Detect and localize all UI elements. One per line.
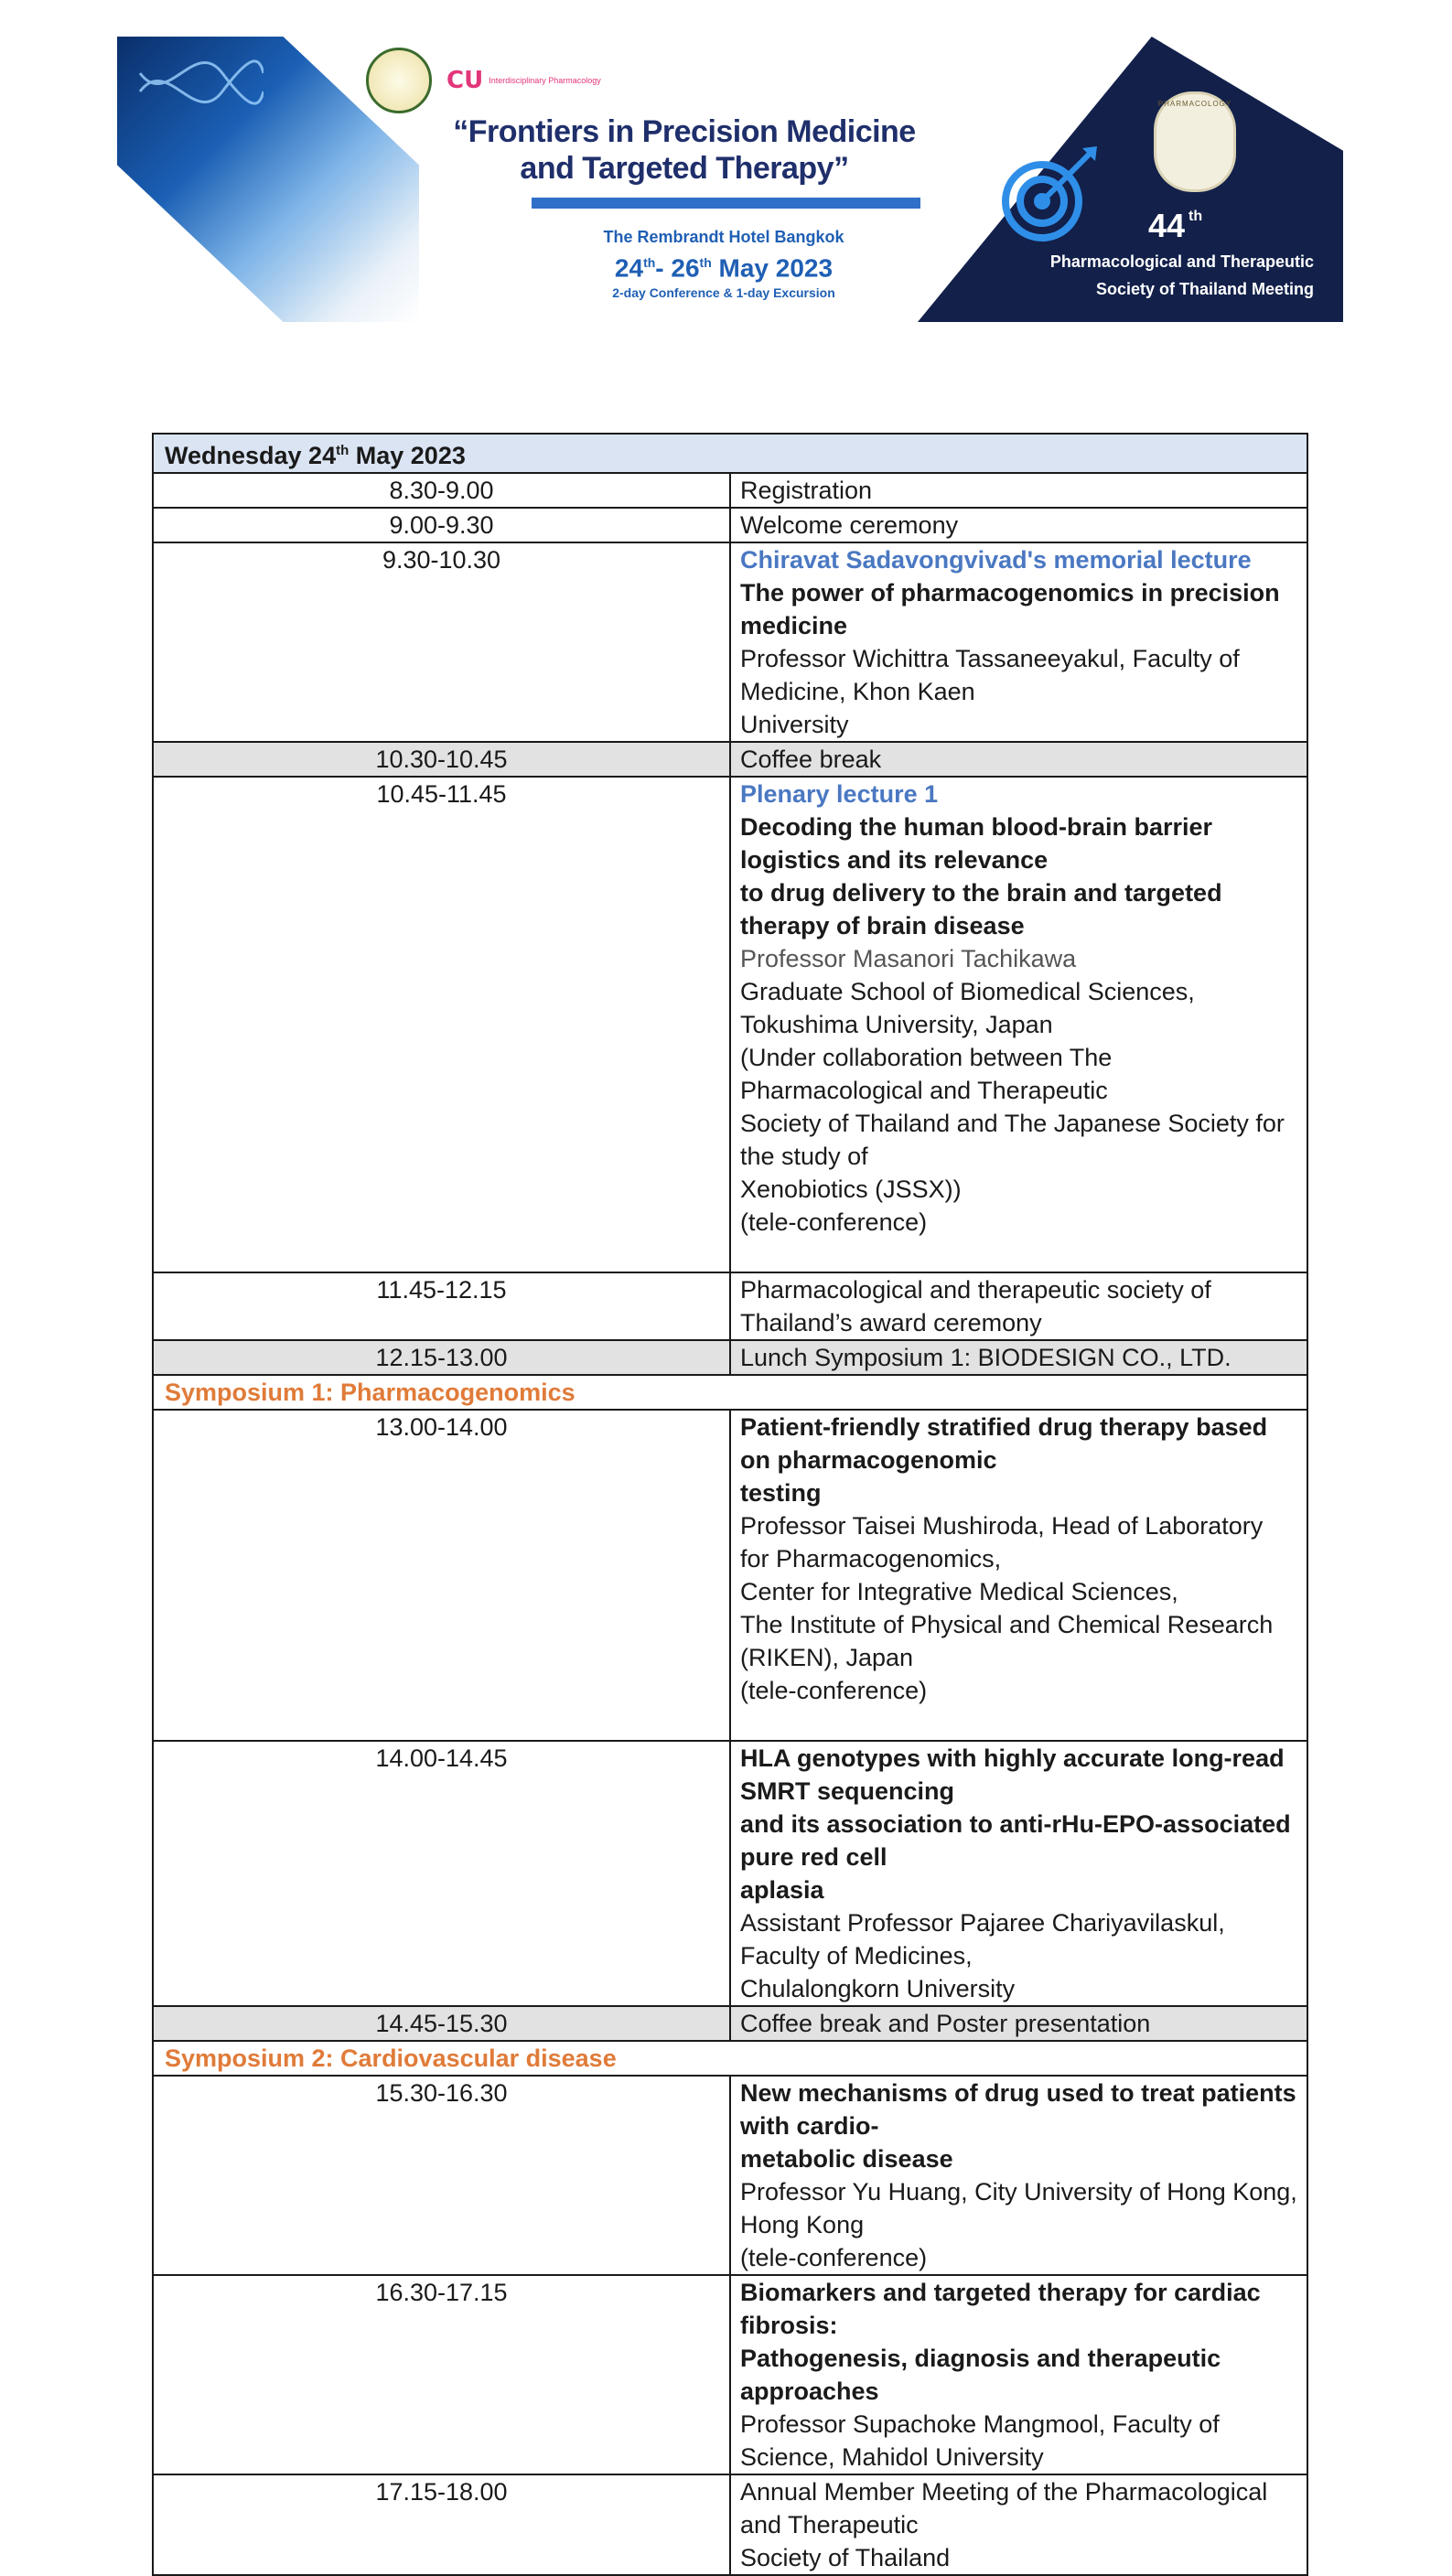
meeting-badge [918, 37, 1343, 322]
session-title: Decoding the human blood-brain barrier logistics and its relevance [740, 813, 1213, 874]
time-slot: 14.45-15.30 [153, 2006, 730, 2041]
day-header: Wednesday 24th May 2023 [153, 434, 1307, 473]
session-title: The power of pharmacogenomics in precision medicine [740, 579, 1280, 639]
emblem-text: PHARMACOLOGY [1157, 100, 1232, 108]
speaker-line: Graduate School of Biomedical Sciences, Tokushima University, Japan [740, 978, 1195, 1038]
time-slot: 9.30-10.30 [153, 542, 730, 742]
session-title: Biomarkers and targeted therapy for cardiac fibrosis: [740, 2279, 1261, 2339]
speaker-line: (tele-conference) [740, 1208, 928, 1236]
time-slot: 13.00-14.00 [153, 1410, 730, 1741]
speaker-line: (tele-conference) [740, 2244, 928, 2271]
title-underline-bar [532, 198, 920, 209]
speaker-line: Professor Taisei Mushiroda, Head of Laboratory for Pharmacogenomics, [740, 1512, 1264, 1572]
cu-pharmacology-logo [446, 67, 601, 94]
session-title: to drug delivery to the brain and targeted therapy of brain disease [740, 879, 1222, 939]
speaker-line: Professor Wichittra Tassaneeyakul, Faculty of Medicine, Khon Kaen [740, 645, 1240, 705]
session-title: Patient-friendly stratified drug therapy based on pharmacogenomic [740, 1413, 1268, 1474]
session-cell [730, 542, 1307, 742]
session-text: Pharmacological and therapeutic society of Thailand’s award ceremony [730, 1272, 1307, 1340]
speaker-line: Xenobiotics (JSSX)) [740, 1175, 962, 1203]
time-slot: 15.30-16.30 [153, 2076, 730, 2275]
schedule-row [153, 1410, 1307, 1741]
speaker-line: Professor Yu Huang, City University of Hong Kong, Hong Kong [740, 2178, 1297, 2238]
schedule-row [153, 2076, 1307, 2275]
day-header-row [153, 434, 1307, 473]
session-title: testing [740, 1479, 822, 1507]
meeting-name-line2: Society of Thailand Meeting [1095, 280, 1314, 298]
meeting-name-line1: Pharmacological and Therapeutic [1049, 252, 1314, 271]
session-text: Registration [730, 473, 1307, 508]
time-slot: 16.30-17.15 [153, 2275, 730, 2474]
speaker-line: Society of Thailand and The Japanese Society for the study of [740, 1110, 1285, 1170]
session-cell [730, 2076, 1307, 2275]
schedule-row [153, 777, 1307, 1272]
session-title: Pathogenesis, diagnosis and therapeutic approaches [740, 2345, 1221, 2405]
conference-title-line1: “Frontiers in Precision Medicine [453, 114, 916, 149]
venue-block [559, 227, 888, 302]
session-title: and its association to anti-rHu-EPO-associated pure red cell [740, 1810, 1291, 1871]
speaker-line: Chulalongkorn University [740, 1975, 1016, 2002]
speaker-line: The Institute of Physical and Chemical Research (RIKEN), Japan [740, 1611, 1274, 1671]
session-cell [730, 1410, 1307, 1741]
speaker-line: Center for Integrative Medical Sciences, [740, 1578, 1178, 1605]
speaker-line: University [740, 711, 849, 738]
partner-logos [366, 53, 601, 108]
session-cell [730, 2474, 1307, 2575]
session-text: Society of Thailand [740, 2544, 951, 2571]
session-cell [730, 2275, 1307, 2474]
dna-helix-icon [135, 55, 264, 146]
speaker-line: (tele-conference) [740, 1677, 928, 1704]
schedule-row [153, 2275, 1307, 2474]
break-row [153, 2006, 1307, 2041]
schedule-row [153, 2474, 1307, 2575]
break-row [153, 1340, 1307, 1375]
time-slot: 11.45-12.15 [153, 1272, 730, 1340]
session-text: Annual Member Meeting of the Pharmacological and Therapeutic [740, 2478, 1268, 2538]
session-text: Coffee break [730, 742, 1307, 777]
session-cell [730, 777, 1307, 1272]
time-slot: 14.00-14.45 [153, 1741, 730, 2006]
time-slot: 12.15-13.00 [153, 1340, 730, 1375]
session-title: New mechanisms of drug used to treat patients with cardio- [740, 2079, 1296, 2140]
time-slot: 10.30-10.45 [153, 742, 730, 777]
university-seal-icon [366, 48, 432, 113]
section-heading: Symposium 1: Pharmacogenomics [153, 1375, 1307, 1410]
session-title: metabolic disease [740, 2145, 953, 2173]
session-title: aplasia [740, 1876, 824, 1904]
cu-logo-mark: CU [446, 67, 484, 94]
schedule-row [153, 1272, 1307, 1340]
schedule-table [152, 433, 1308, 2576]
time-slot: 9.00-9.30 [153, 508, 730, 542]
schedule-row [153, 542, 1307, 742]
time-slot: 8.30-9.00 [153, 473, 730, 508]
conference-banner [117, 37, 1343, 322]
speaker-line: (Under collaboration between The Pharmacological and Therapeutic [740, 1044, 1113, 1104]
schedule-row [153, 473, 1307, 508]
target-arrow-icon [998, 145, 1099, 245]
schedule-row [153, 1741, 1307, 2006]
section-row [153, 1375, 1307, 1410]
conference-title-line2: and Targeted Therapy” [520, 151, 849, 186]
venue-name: The Rembrandt Hotel Bangkok [603, 228, 844, 246]
speaker-line: Assistant Professor Pajaree Chariyavilaskul, Faculty of Medicines, [740, 1909, 1225, 1970]
break-row [153, 742, 1307, 777]
section-row [153, 2041, 1307, 2076]
meeting-number: 44 $^{th}$ [1148, 207, 1203, 244]
schedule-row [153, 508, 1307, 542]
session-heading: Plenary lecture 1 [740, 780, 939, 808]
conference-title [437, 113, 931, 187]
session-text: Lunch Symposium 1: BIODESIGN CO., LTD. [730, 1340, 1307, 1375]
session-title: HLA genotypes with highly accurate long-read SMRT sequencing [740, 1744, 1285, 1805]
pharmacology-emblem-icon [1154, 91, 1236, 192]
session-text: Coffee break and Poster presentation [730, 2006, 1307, 2041]
speaker-name: Professor Masanori Tachikawa [740, 945, 1077, 972]
section-heading: Symposium 2: Cardiovascular disease [153, 2041, 1307, 2076]
speaker-line: Professor Supachoke Mangmool, Faculty of Science, Mahidol University [740, 2410, 1220, 2471]
session-cell [730, 1741, 1307, 2006]
time-slot: 17.15-18.00 [153, 2474, 730, 2575]
conference-format: 2-day Conference & 1-day Excursion [612, 285, 835, 301]
time-slot: 10.45-11.45 [153, 777, 730, 1272]
cu-logo-text: Interdisciplinary Pharmacology [489, 76, 601, 85]
session-text: Welcome ceremony [730, 508, 1307, 542]
conference-dates: 24th- 26th May 2023 [614, 253, 834, 283]
session-heading: Chiravat Sadavongvivad's memorial lecture [740, 546, 1252, 574]
